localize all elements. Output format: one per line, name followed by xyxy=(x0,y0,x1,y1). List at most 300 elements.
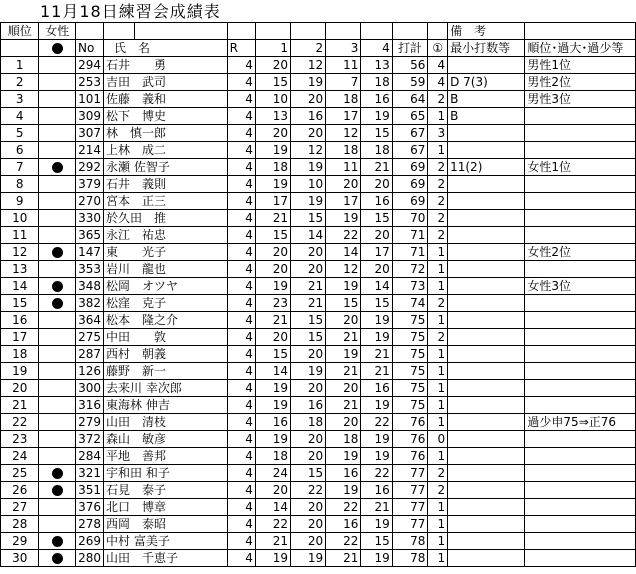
round1-cell[interactable]: 14 xyxy=(255,363,290,380)
no-cell[interactable]: 287 xyxy=(76,346,104,363)
round4-cell[interactable]: 16 xyxy=(361,482,392,499)
female-cell[interactable] xyxy=(39,533,76,550)
min-strokes-cell[interactable] xyxy=(448,57,525,74)
total-cell[interactable]: 65 xyxy=(392,108,428,125)
total-cell[interactable]: 72 xyxy=(392,261,428,278)
name-cell[interactable]: 上林 成二 xyxy=(104,142,228,159)
rank-notes-cell[interactable] xyxy=(525,329,636,346)
header-r[interactable]: R xyxy=(227,40,255,57)
female-cell[interactable] xyxy=(39,414,76,431)
header-round-4[interactable]: 4 xyxy=(361,40,392,57)
no-cell[interactable]: 316 xyxy=(76,397,104,414)
no-cell[interactable]: 280 xyxy=(76,550,104,567)
female-cell[interactable] xyxy=(39,261,76,278)
name-cell[interactable]: 吉田 武司 xyxy=(104,74,228,91)
total-cell[interactable]: 77 xyxy=(392,465,428,482)
one-cell[interactable]: 1 xyxy=(428,363,448,380)
round1-cell[interactable]: 19 xyxy=(255,176,290,193)
min-strokes-cell[interactable] xyxy=(448,550,525,567)
round1-cell[interactable]: 20 xyxy=(255,57,290,74)
r-cell[interactable]: 4 xyxy=(227,227,255,244)
rank-notes-cell[interactable] xyxy=(525,465,636,482)
rank-notes-cell[interactable]: 女性2位 xyxy=(525,244,636,261)
rank-cell[interactable]: 4 xyxy=(1,108,39,125)
round1-cell[interactable]: 18 xyxy=(255,159,290,176)
round4-cell[interactable]: 21 xyxy=(361,499,392,516)
round3-cell[interactable]: 19 xyxy=(326,448,361,465)
no-cell[interactable]: 309 xyxy=(76,108,104,125)
female-cell[interactable] xyxy=(39,108,76,125)
round2-cell[interactable]: 19 xyxy=(291,74,326,91)
rank-notes-cell[interactable] xyxy=(525,210,636,227)
round1-cell[interactable]: 20 xyxy=(255,482,290,499)
header-one[interactable]: ① xyxy=(428,40,448,57)
total-cell[interactable]: 67 xyxy=(392,125,428,142)
round3-cell[interactable]: 18 xyxy=(326,431,361,448)
round2-cell[interactable]: 20 xyxy=(291,244,326,261)
r-cell[interactable]: 4 xyxy=(227,533,255,550)
r-cell[interactable]: 4 xyxy=(227,346,255,363)
round1-cell[interactable]: 15 xyxy=(255,346,290,363)
round4-cell[interactable]: 17 xyxy=(361,244,392,261)
r-cell[interactable]: 4 xyxy=(227,431,255,448)
female-cell[interactable] xyxy=(39,516,76,533)
min-strokes-cell[interactable] xyxy=(448,227,525,244)
name-cell[interactable]: 平地 善邦 xyxy=(104,448,228,465)
one-cell[interactable]: 1 xyxy=(428,312,448,329)
round1-cell[interactable]: 19 xyxy=(255,550,290,567)
round3-cell[interactable]: 19 xyxy=(326,482,361,499)
round2-cell[interactable]: 14 xyxy=(291,227,326,244)
female-cell[interactable] xyxy=(39,295,76,312)
name-cell[interactable]: 西岡 泰昭 xyxy=(104,516,228,533)
rank-cell[interactable]: 18 xyxy=(1,346,39,363)
round3-cell[interactable]: 15 xyxy=(326,295,361,312)
r-cell[interactable]: 4 xyxy=(227,380,255,397)
min-strokes-cell[interactable] xyxy=(448,516,525,533)
rank-notes-cell[interactable] xyxy=(525,261,636,278)
round4-cell[interactable]: 21 xyxy=(361,346,392,363)
round4-cell[interactable]: 19 xyxy=(361,312,392,329)
female-cell[interactable] xyxy=(39,210,76,227)
round3-cell[interactable]: 11 xyxy=(326,57,361,74)
total-cell[interactable]: 75 xyxy=(392,380,428,397)
female-cell[interactable] xyxy=(39,465,76,482)
rank-notes-cell[interactable] xyxy=(525,193,636,210)
round4-cell[interactable]: 14 xyxy=(361,278,392,295)
r-cell[interactable]: 4 xyxy=(227,550,255,567)
header-female-dot[interactable] xyxy=(39,40,76,57)
round3-cell[interactable]: 19 xyxy=(326,278,361,295)
r-cell[interactable]: 4 xyxy=(227,142,255,159)
name-cell[interactable]: 山田 清枝 xyxy=(104,414,228,431)
no-cell[interactable]: 351 xyxy=(76,482,104,499)
female-cell[interactable] xyxy=(39,74,76,91)
one-cell[interactable]: 1 xyxy=(428,244,448,261)
no-cell[interactable]: 294 xyxy=(76,57,104,74)
rank-cell[interactable]: 26 xyxy=(1,482,39,499)
round4-cell[interactable]: 19 xyxy=(361,516,392,533)
one-cell[interactable]: 2 xyxy=(428,210,448,227)
no-cell[interactable]: 365 xyxy=(76,227,104,244)
rank-notes-cell[interactable] xyxy=(525,550,636,567)
rank-cell[interactable]: 25 xyxy=(1,465,39,482)
r-cell[interactable]: 4 xyxy=(227,414,255,431)
name-cell[interactable]: 佐藤 義和 xyxy=(104,91,228,108)
round2-cell[interactable]: 20 xyxy=(291,533,326,550)
round2-cell[interactable]: 15 xyxy=(291,329,326,346)
min-strokes-cell[interactable] xyxy=(448,414,525,431)
round2-cell[interactable]: 20 xyxy=(291,91,326,108)
total-cell[interactable]: 71 xyxy=(392,227,428,244)
round3-cell[interactable]: 21 xyxy=(326,329,361,346)
female-cell[interactable] xyxy=(39,431,76,448)
rank-cell[interactable]: 29 xyxy=(1,533,39,550)
round3-cell[interactable]: 18 xyxy=(326,91,361,108)
name-cell[interactable]: 森山 敏彦 xyxy=(104,431,228,448)
min-strokes-cell[interactable]: B xyxy=(448,108,525,125)
round2-cell[interactable]: 15 xyxy=(291,210,326,227)
round2-cell[interactable]: 16 xyxy=(291,108,326,125)
round3-cell[interactable]: 14 xyxy=(326,244,361,261)
female-cell[interactable] xyxy=(39,397,76,414)
round3-cell[interactable]: 21 xyxy=(326,550,361,567)
name-cell[interactable]: 岩川 龍也 xyxy=(104,261,228,278)
total-cell[interactable]: 64 xyxy=(392,91,428,108)
one-cell[interactable]: 2 xyxy=(428,465,448,482)
round3-cell[interactable]: 16 xyxy=(326,465,361,482)
min-strokes-cell[interactable] xyxy=(448,295,525,312)
no-cell[interactable]: 147 xyxy=(76,244,104,261)
female-cell[interactable] xyxy=(39,227,76,244)
rank-notes-cell[interactable] xyxy=(525,125,636,142)
min-strokes-cell[interactable] xyxy=(448,244,525,261)
no-cell[interactable]: 321 xyxy=(76,465,104,482)
one-cell[interactable]: 4 xyxy=(428,57,448,74)
round2-cell[interactable]: 19 xyxy=(291,550,326,567)
no-cell[interactable]: 126 xyxy=(76,363,104,380)
total-cell[interactable]: 69 xyxy=(392,176,428,193)
one-cell[interactable]: 2 xyxy=(428,227,448,244)
round1-cell[interactable]: 19 xyxy=(255,397,290,414)
round3-cell[interactable]: 18 xyxy=(326,142,361,159)
round2-cell[interactable]: 12 xyxy=(291,142,326,159)
name-cell[interactable]: 宮本 正三 xyxy=(104,193,228,210)
no-cell[interactable]: 292 xyxy=(76,159,104,176)
female-cell[interactable] xyxy=(39,499,76,516)
r-cell[interactable]: 4 xyxy=(227,261,255,278)
min-strokes-cell[interactable]: B xyxy=(448,91,525,108)
r-cell[interactable]: 4 xyxy=(227,210,255,227)
female-cell[interactable] xyxy=(39,346,76,363)
rank-cell[interactable]: 24 xyxy=(1,448,39,465)
r-cell[interactable]: 4 xyxy=(227,108,255,125)
round2-cell[interactable]: 20 xyxy=(291,261,326,278)
round4-cell[interactable]: 19 xyxy=(361,397,392,414)
round1-cell[interactable]: 20 xyxy=(255,329,290,346)
female-cell[interactable] xyxy=(39,329,76,346)
one-cell[interactable]: 1 xyxy=(428,346,448,363)
total-cell[interactable]: 70 xyxy=(392,210,428,227)
total-cell[interactable]: 59 xyxy=(392,74,428,91)
round2-cell[interactable]: 20 xyxy=(291,499,326,516)
round3-cell[interactable]: 19 xyxy=(326,210,361,227)
total-cell[interactable]: 76 xyxy=(392,448,428,465)
one-cell[interactable]: 1 xyxy=(428,261,448,278)
min-strokes-cell[interactable] xyxy=(448,278,525,295)
rank-notes-cell[interactable] xyxy=(525,380,636,397)
round1-cell[interactable]: 10 xyxy=(255,91,290,108)
total-cell[interactable]: 75 xyxy=(392,346,428,363)
total-cell[interactable]: 77 xyxy=(392,482,428,499)
one-cell[interactable]: 2 xyxy=(428,482,448,499)
round3-cell[interactable]: 20 xyxy=(326,380,361,397)
round1-cell[interactable]: 17 xyxy=(255,193,290,210)
round4-cell[interactable]: 18 xyxy=(361,74,392,91)
rank-notes-cell[interactable]: 男性1位 xyxy=(525,57,636,74)
min-strokes-cell[interactable] xyxy=(448,329,525,346)
rank-notes-cell[interactable] xyxy=(525,142,636,159)
round2-cell[interactable]: 19 xyxy=(291,159,326,176)
header-name[interactable]: 氏 名 xyxy=(104,40,228,57)
no-cell[interactable]: 364 xyxy=(76,312,104,329)
round4-cell[interactable]: 15 xyxy=(361,295,392,312)
round4-cell[interactable]: 22 xyxy=(361,414,392,431)
round3-cell[interactable]: 12 xyxy=(326,261,361,278)
min-strokes-cell[interactable] xyxy=(448,448,525,465)
total-cell[interactable]: 75 xyxy=(392,329,428,346)
name-cell[interactable]: 於久田 推 xyxy=(104,210,228,227)
no-cell[interactable]: 300 xyxy=(76,380,104,397)
female-cell[interactable] xyxy=(39,363,76,380)
r-cell[interactable]: 4 xyxy=(227,176,255,193)
no-cell[interactable]: 270 xyxy=(76,193,104,210)
female-cell[interactable] xyxy=(39,193,76,210)
rank-notes-cell[interactable] xyxy=(525,448,636,465)
round1-cell[interactable]: 23 xyxy=(255,295,290,312)
rank-notes-cell[interactable] xyxy=(525,533,636,550)
min-strokes-cell[interactable] xyxy=(448,210,525,227)
one-cell[interactable]: 2 xyxy=(428,295,448,312)
round3-cell[interactable]: 17 xyxy=(326,193,361,210)
r-cell[interactable]: 4 xyxy=(227,465,255,482)
rank-notes-cell[interactable] xyxy=(525,227,636,244)
rank-cell[interactable]: 30 xyxy=(1,550,39,567)
no-cell[interactable]: 330 xyxy=(76,210,104,227)
r-cell[interactable]: 4 xyxy=(227,397,255,414)
min-strokes-cell[interactable]: D 7(3) xyxy=(448,74,525,91)
r-cell[interactable]: 4 xyxy=(227,482,255,499)
round4-cell[interactable]: 18 xyxy=(361,142,392,159)
one-cell[interactable]: 1 xyxy=(428,414,448,431)
r-cell[interactable]: 4 xyxy=(227,159,255,176)
round4-cell[interactable]: 15 xyxy=(361,210,392,227)
rank-cell[interactable]: 22 xyxy=(1,414,39,431)
round2-cell[interactable]: 20 xyxy=(291,431,326,448)
total-cell[interactable]: 78 xyxy=(392,533,428,550)
min-strokes-cell[interactable] xyxy=(448,261,525,278)
rank-cell[interactable]: 9 xyxy=(1,193,39,210)
round4-cell[interactable]: 16 xyxy=(361,380,392,397)
round3-cell[interactable]: 22 xyxy=(326,499,361,516)
min-strokes-cell[interactable] xyxy=(448,499,525,516)
round3-cell[interactable]: 7 xyxy=(326,74,361,91)
header-remarks[interactable]: 備 考 xyxy=(448,23,525,40)
rank-cell[interactable]: 15 xyxy=(1,295,39,312)
name-cell[interactable]: 永瀬 佐智子 xyxy=(104,159,228,176)
round1-cell[interactable]: 20 xyxy=(255,244,290,261)
header-round-2[interactable]: 2 xyxy=(291,40,326,57)
round2-cell[interactable]: 22 xyxy=(291,482,326,499)
round1-cell[interactable]: 19 xyxy=(255,142,290,159)
one-cell[interactable]: 0 xyxy=(428,431,448,448)
round4-cell[interactable]: 19 xyxy=(361,448,392,465)
round1-cell[interactable]: 24 xyxy=(255,465,290,482)
total-cell[interactable]: 75 xyxy=(392,397,428,414)
rank-notes-cell[interactable] xyxy=(525,176,636,193)
name-cell[interactable]: 宇和田 和子 xyxy=(104,465,228,482)
no-cell[interactable]: 379 xyxy=(76,176,104,193)
round3-cell[interactable]: 20 xyxy=(326,414,361,431)
round1-cell[interactable]: 19 xyxy=(255,278,290,295)
round2-cell[interactable]: 12 xyxy=(291,57,326,74)
rank-cell[interactable]: 16 xyxy=(1,312,39,329)
no-cell[interactable]: 269 xyxy=(76,533,104,550)
one-cell[interactable]: 1 xyxy=(428,448,448,465)
round2-cell[interactable]: 19 xyxy=(291,193,326,210)
one-cell[interactable]: 1 xyxy=(428,397,448,414)
round2-cell[interactable]: 20 xyxy=(291,125,326,142)
round2-cell[interactable]: 21 xyxy=(291,295,326,312)
total-cell[interactable]: 71 xyxy=(392,244,428,261)
round4-cell[interactable]: 19 xyxy=(361,329,392,346)
rank-notes-cell[interactable] xyxy=(525,346,636,363)
round4-cell[interactable]: 15 xyxy=(361,533,392,550)
rank-cell[interactable]: 1 xyxy=(1,57,39,74)
round4-cell[interactable]: 19 xyxy=(361,431,392,448)
min-strokes-cell[interactable] xyxy=(448,465,525,482)
round1-cell[interactable]: 16 xyxy=(255,414,290,431)
no-cell[interactable]: 348 xyxy=(76,278,104,295)
name-cell[interactable]: 石井 義則 xyxy=(104,176,228,193)
name-cell[interactable]: 松窪 克子 xyxy=(104,295,228,312)
rank-cell[interactable]: 19 xyxy=(1,363,39,380)
one-cell[interactable]: 2 xyxy=(428,159,448,176)
rank-cell[interactable]: 17 xyxy=(1,329,39,346)
round1-cell[interactable]: 18 xyxy=(255,448,290,465)
r-cell[interactable]: 4 xyxy=(227,448,255,465)
no-cell[interactable]: 307 xyxy=(76,125,104,142)
header-rank-notes[interactable]: 順位･過大･過少等 xyxy=(525,40,636,57)
name-cell[interactable]: 藤野 新一 xyxy=(104,363,228,380)
rank-notes-cell[interactable]: 男性2位 xyxy=(525,74,636,91)
name-cell[interactable]: 西村 朝義 xyxy=(104,346,228,363)
round4-cell[interactable]: 19 xyxy=(361,550,392,567)
round3-cell[interactable]: 19 xyxy=(326,346,361,363)
r-cell[interactable]: 4 xyxy=(227,312,255,329)
round2-cell[interactable]: 20 xyxy=(291,346,326,363)
female-cell[interactable] xyxy=(39,159,76,176)
r-cell[interactable]: 4 xyxy=(227,295,255,312)
rank-cell[interactable]: 20 xyxy=(1,380,39,397)
rank-notes-cell[interactable]: 過少申75⇒正76 xyxy=(525,414,636,431)
round2-cell[interactable]: 10 xyxy=(291,176,326,193)
round4-cell[interactable]: 20 xyxy=(361,227,392,244)
rank-cell[interactable]: 12 xyxy=(1,244,39,261)
rank-cell[interactable]: 28 xyxy=(1,516,39,533)
name-cell[interactable]: 永江 祐忠 xyxy=(104,227,228,244)
round4-cell[interactable]: 22 xyxy=(361,465,392,482)
rank-cell[interactable]: 14 xyxy=(1,278,39,295)
rank-notes-cell[interactable] xyxy=(525,397,636,414)
name-cell[interactable]: 中村 富美子 xyxy=(104,533,228,550)
round3-cell[interactable]: 21 xyxy=(326,397,361,414)
rank-cell[interactable]: 11 xyxy=(1,227,39,244)
female-cell[interactable] xyxy=(39,380,76,397)
one-cell[interactable]: 1 xyxy=(428,380,448,397)
round1-cell[interactable]: 19 xyxy=(255,431,290,448)
rank-cell[interactable]: 21 xyxy=(1,397,39,414)
round3-cell[interactable]: 12 xyxy=(326,125,361,142)
rank-notes-cell[interactable]: 男性3位 xyxy=(525,91,636,108)
round4-cell[interactable]: 15 xyxy=(361,125,392,142)
one-cell[interactable]: 1 xyxy=(428,516,448,533)
name-cell[interactable]: 山田 千恵子 xyxy=(104,550,228,567)
round1-cell[interactable]: 15 xyxy=(255,74,290,91)
min-strokes-cell[interactable] xyxy=(448,482,525,499)
header-no[interactable]: No xyxy=(76,40,104,57)
round4-cell[interactable]: 13 xyxy=(361,57,392,74)
name-cell[interactable]: 林 慎一郎 xyxy=(104,125,228,142)
rank-notes-cell[interactable] xyxy=(525,516,636,533)
r-cell[interactable]: 4 xyxy=(227,329,255,346)
round1-cell[interactable]: 22 xyxy=(255,516,290,533)
name-cell[interactable]: 石見 泰子 xyxy=(104,482,228,499)
total-cell[interactable]: 56 xyxy=(392,57,428,74)
name-cell[interactable]: 石井 勇 xyxy=(104,57,228,74)
name-cell[interactable]: 東 光子 xyxy=(104,244,228,261)
header-rank[interactable]: 順位 xyxy=(1,23,39,40)
one-cell[interactable]: 2 xyxy=(428,91,448,108)
round2-cell[interactable]: 16 xyxy=(291,397,326,414)
total-cell[interactable]: 74 xyxy=(392,295,428,312)
rank-cell[interactable]: 13 xyxy=(1,261,39,278)
round2-cell[interactable]: 18 xyxy=(291,414,326,431)
total-cell[interactable]: 76 xyxy=(392,431,428,448)
round1-cell[interactable]: 20 xyxy=(255,261,290,278)
round2-cell[interactable]: 19 xyxy=(291,363,326,380)
no-cell[interactable]: 353 xyxy=(76,261,104,278)
rank-notes-cell[interactable] xyxy=(525,108,636,125)
rank-notes-cell[interactable] xyxy=(525,499,636,516)
min-strokes-cell[interactable] xyxy=(448,363,525,380)
no-cell[interactable]: 284 xyxy=(76,448,104,465)
min-strokes-cell[interactable] xyxy=(448,346,525,363)
no-cell[interactable]: 253 xyxy=(76,74,104,91)
rank-cell[interactable]: 6 xyxy=(1,142,39,159)
one-cell[interactable]: 2 xyxy=(428,176,448,193)
min-strokes-cell[interactable] xyxy=(448,142,525,159)
rank-notes-cell[interactable]: 女性3位 xyxy=(525,278,636,295)
round2-cell[interactable]: 20 xyxy=(291,516,326,533)
round3-cell[interactable]: 16 xyxy=(326,516,361,533)
one-cell[interactable]: 1 xyxy=(428,499,448,516)
min-strokes-cell[interactable] xyxy=(448,397,525,414)
no-cell[interactable]: 101 xyxy=(76,91,104,108)
female-cell[interactable] xyxy=(39,125,76,142)
total-cell[interactable]: 69 xyxy=(392,159,428,176)
round2-cell[interactable]: 21 xyxy=(291,278,326,295)
